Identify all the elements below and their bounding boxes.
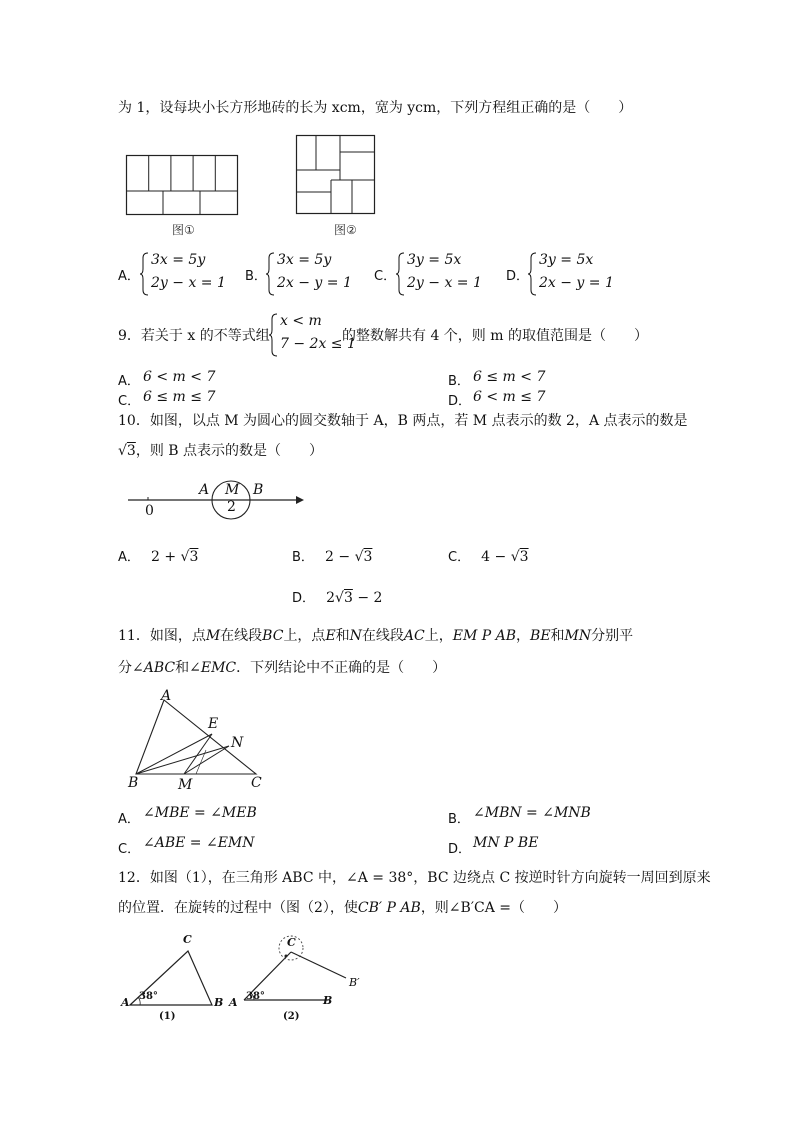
q11-label-e: E <box>208 716 219 732</box>
q10-label-a: A <box>199 482 210 498</box>
q11-option-b-label: B． <box>448 812 470 827</box>
q12-fig1-label-b: B <box>214 996 224 1009</box>
q11-label-m: M <box>178 777 193 793</box>
q12-fig2-caption: (2) <box>283 1011 300 1022</box>
q8-option-a-brace <box>140 252 150 296</box>
q12-fig2-label-b: B <box>323 994 333 1007</box>
q9-option-b: 6 ≤ m < 7 <box>473 369 546 385</box>
q8-figure-1 <box>126 155 238 215</box>
q10-option-b: B． 2 − √3 <box>292 549 373 565</box>
q9-ineq-2: 7 − 2x ≤ 1 <box>280 336 356 352</box>
q11-option-c: ∠ABE = ∠EMN <box>143 835 255 851</box>
q9-suffix: 的整数解共有 4 个，则 m 的取值范围是（ ） <box>342 328 648 344</box>
q8-figure-2 <box>296 135 376 215</box>
q11-line-2: 分∠ABC和∠EMC．下列结论中不正确的是（ ） <box>118 660 447 676</box>
q9-option-d-label: D． <box>448 394 472 409</box>
q11-label-a: A <box>161 688 172 704</box>
q10-line-1: 10．如图，以点 M 为圆心的圆交数轴于 A，B 两点，若 M 点表示的数 2，A 点表示的数是 <box>118 413 688 429</box>
q8-option-d-brace <box>528 252 538 296</box>
q10-label-m: M <box>225 482 240 498</box>
q11-option-a-label: A． <box>118 812 140 827</box>
q9-option-d: 6 < m ≤ 7 <box>473 389 546 405</box>
q11-option-a: ∠MBE = ∠MEB <box>143 805 257 821</box>
q9-option-b-label: B． <box>448 374 470 389</box>
q12-fig1-angle: 38° <box>139 991 158 1002</box>
q8-option-c-brace <box>396 252 406 296</box>
q9-prefix: 9．若关于 x 的不等式组 <box>118 328 270 344</box>
q10-label-zero: 0 <box>145 503 154 519</box>
q9-option-c-label: C． <box>118 394 141 409</box>
q10-label-b: B <box>253 482 264 498</box>
q11-option-c-label: C． <box>118 842 141 857</box>
q11-option-d-label: D． <box>448 842 472 857</box>
q8-option-b-brace <box>266 252 276 296</box>
q11-triangle-figure <box>126 690 266 790</box>
q12-fig1-label-a: A <box>121 996 130 1009</box>
q12-fig2-label-c: C <box>287 936 296 949</box>
q12-fig1-caption: (1) <box>159 1011 176 1022</box>
q12-line-1: 12．如图（1），在三角形 ABC 中，∠A = 38°，BC 边绕点 C 按逆时针方向旋转一周回到原来 <box>118 870 711 886</box>
q11-label-c: C <box>251 775 262 791</box>
q9-brace <box>269 313 279 357</box>
q10-option-d: D． 2√3 − 2 <box>292 590 383 606</box>
q12-fig2-angle: 38° <box>246 991 265 1002</box>
q12-line-2: 的位置．在旋转的过程中（图（2），使CB′ P AB，则∠B′CA =（ ） <box>118 900 568 916</box>
q9-ineq-1: x < m <box>280 313 322 329</box>
q11-line-1: 11．如图，点M在线段BC上，点E和N在线段AC上，EM P AB，BE和MN分别平 <box>118 628 634 644</box>
q9-option-a: 6 < m < 7 <box>143 369 216 385</box>
q10-label-two: 2 <box>227 499 236 515</box>
q8-figure-2-caption: 图② <box>334 223 357 237</box>
q11-label-b: B <box>128 775 139 791</box>
q12-fig2-label-b-prime: B′ <box>349 976 360 989</box>
q8-stem: 为 1，设每块小长方形地砖的长为 xcm，宽为 ycm，下列方程组正确的是（ ） <box>118 100 633 116</box>
q12-fig1-label-c: C <box>183 933 192 946</box>
q11-option-d: MN P BE <box>473 835 539 851</box>
q10-option-c: C． 4 − √3 <box>448 549 529 565</box>
q9-option-c: 6 ≤ m ≤ 7 <box>143 389 216 405</box>
q9-option-a-label: A． <box>118 374 140 389</box>
q10-option-a: A． 2 + √3 <box>118 549 199 565</box>
q11-label-n: N <box>231 735 244 751</box>
q8-figure-1-caption: 图① <box>172 223 195 237</box>
q12-fig2-label-a: A <box>229 996 238 1009</box>
q11-option-b: ∠MBN = ∠MNB <box>473 805 591 821</box>
q12-figure-2 <box>236 930 376 1015</box>
q10-line-2: √3，则 B 点表示的数是（ ） <box>118 443 324 459</box>
